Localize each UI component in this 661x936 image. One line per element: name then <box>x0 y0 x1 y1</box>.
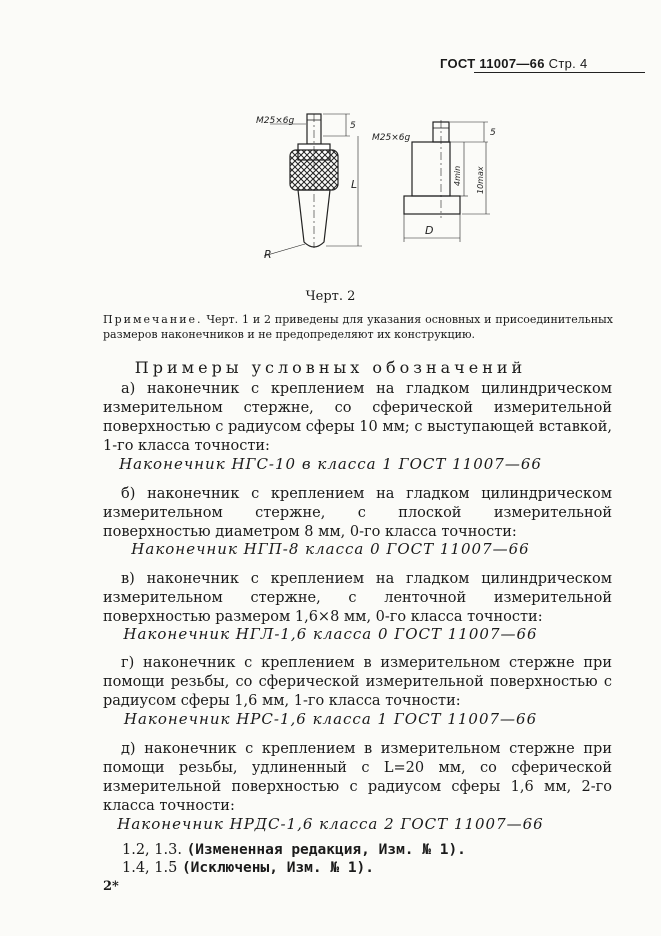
figure-caption: Черт. 2 <box>305 289 356 304</box>
page-number: Стр. 4 <box>548 56 588 71</box>
right-thread-label: M25×6g <box>372 133 411 143</box>
example-c-text: в) наконечник с креплением на гладком цилиндрическом измерительном стержне, с ленточной измерительной поверхностью размером 1,6×8 мм, 0-го класса точности: <box>103 571 612 625</box>
right-dim-top: 5 <box>490 128 496 138</box>
example-e-text: д) наконечник с креплением в измерительном стержне при помощи резьбы, удлиненный с L=20 мм, со сферической измерительной поверхностью с радиусом сферы 1,6 мм, 2-го класса точности: <box>103 741 612 814</box>
section-title: Примеры условных обозначений <box>134 358 527 377</box>
example-d-designation: Наконечник НРС-1,6 класса 1 ГОСТ 11007—66 <box>123 710 538 728</box>
note-text: Черт. 1 и 2 приведены для указания основных и присоединительных размеров наконечников и не предопределяют их конструкцию. <box>103 313 614 341</box>
standard-number: ГОСТ 11007—66 <box>440 56 545 71</box>
technical-drawing <box>250 110 500 280</box>
right-dim-max: 10max <box>476 166 485 194</box>
right-shank <box>412 142 450 196</box>
left-thread-label: M25×6g <box>256 116 295 126</box>
note-head: Примечание. <box>103 313 203 326</box>
figure-note <box>103 312 613 342</box>
left-tip-part <box>264 114 362 256</box>
header-rule <box>474 72 645 73</box>
left-dim-length: L <box>351 178 358 191</box>
page-mark: 2* <box>103 879 119 894</box>
right-base <box>404 196 460 214</box>
right-dim-min: 4min <box>453 165 462 186</box>
example-d-text: г) наконечник с креплением в измерительном стержне при помощи резьбы, со сферической измерительной поверхностью с радиусом сферы 1,6 мм, 1-го класса точности: <box>103 655 612 709</box>
left-radius: R <box>264 248 272 261</box>
left-dim-top: 5 <box>350 121 356 131</box>
example-c-designation: Наконечник НГЛ-1,6 класса 0 ГОСТ 11007—66 <box>123 625 538 643</box>
example-b-text: б) наконечник с креплением на гладком цилиндрическом измерительном стержне, с плоской измерительной поверхностью диаметром 8 мм, 0-го класса точности: <box>103 486 612 540</box>
example-e-designation: Наконечник НРДС-1,6 класса 2 ГОСТ 11007—66 <box>117 815 544 833</box>
change-note-1: 1.2, 1.3. (Измененная редакция, Изм. № 1). <box>122 842 466 858</box>
right-diameter: D <box>425 224 434 237</box>
example-b-designation: Наконечник НГП-8 класса 0 ГОСТ 11007—66 <box>131 540 530 558</box>
example-a-text: а) наконечник с креплением на гладком цилиндрическом измерительном стержне, со сферической измерительной поверхностью с радиусом сферы 10 мм; с выступающей вставкой, 1-го класса точности: <box>103 381 612 454</box>
change-note-2: 1.4, 1.5 (Исключены, Изм. № 1). <box>122 860 375 876</box>
page-header <box>440 56 587 71</box>
example-a-designation: Наконечник НГС-10 в класса 1 ГОСТ 11007—66 <box>119 455 542 473</box>
